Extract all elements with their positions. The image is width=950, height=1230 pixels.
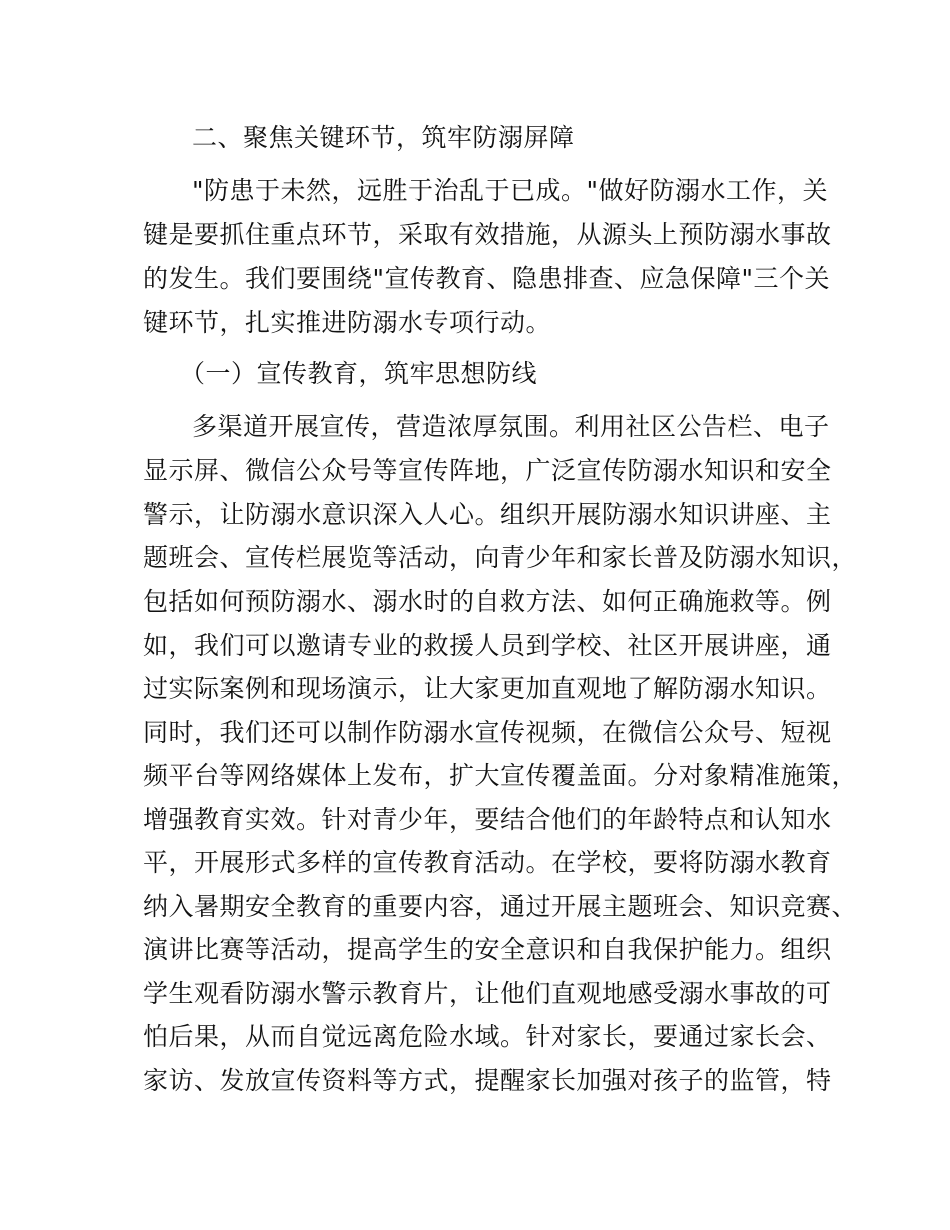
- paragraph-line: 包括如何预防溺水、溺水时的自救方法、如何正确施救等。例: [143, 587, 832, 616]
- section-heading: 二、聚焦关键环节，筑牢防溺屏障: [192, 123, 575, 152]
- paragraph-line: 键是要抓住重点环节，采取有效措施，从源头上预防溺水事故: [143, 220, 832, 249]
- subsection-heading: （一）宣传教育，筑牢思想防线: [180, 359, 538, 388]
- paragraph-line: "防患于未然，远胜于治乱于已成。"做好防溺水工作，关: [192, 176, 829, 205]
- paragraph-line: 键环节，扎实推进防溺水专项行动。: [143, 308, 552, 337]
- paragraph-line: 的发生。我们要围绕"宣传教育、隐患排查、应急保障"三个关: [143, 264, 831, 293]
- paragraph-line: 怕后果，从而自觉远离危险水域。针对家长，要通过家长会、: [143, 1022, 832, 1051]
- paragraph-line: 同时，我们还可以制作防溺水宣传视频，在微信公众号、短视: [143, 718, 832, 747]
- paragraph-line: 演讲比赛等活动，提高学生的安全意识和自我保护能力。组织: [143, 935, 832, 964]
- paragraph-line: 纳入暑期安全教育的重要内容，通过开展主题班会、知识竞赛、: [143, 892, 858, 921]
- paragraph-line: 过实际案例和现场演示，让大家更加直观地了解防溺水知识。: [143, 674, 832, 703]
- paragraph-line: 题班会、宣传栏展览等活动，向青少年和家长普及防溺水知识，: [143, 543, 858, 572]
- paragraph-line: 显示屏、微信公众号等宣传阵地，广泛宣传防溺水知识和安全: [143, 456, 832, 485]
- paragraph-line: 多渠道开展宣传，营造浓厚氛围。利用社区公告栏、电子: [192, 412, 830, 441]
- paragraph-line: 增强教育实效。针对青少年，要结合他们的年龄特点和认知水: [143, 805, 832, 834]
- paragraph-line: 警示，让防溺水意识深入人心。组织开展防溺水知识讲座、主: [143, 500, 832, 529]
- paragraph-line: 频平台等网络媒体上发布，扩大宣传覆盖面。分对象精准施策，: [143, 761, 858, 790]
- paragraph-line: 平，开展形式多样的宣传教育活动。在学校，要将防溺水教育: [143, 848, 832, 877]
- paragraph-line: 学生观看防溺水警示教育片，让他们直观地感受溺水事故的可: [143, 979, 832, 1008]
- paragraph-line: 如，我们可以邀请专业的救援人员到学校、社区开展讲座，通: [143, 631, 832, 660]
- paragraph-line: 家访、发放宣传资料等方式，提醒家长加强对孩子的监管，特: [143, 1066, 832, 1095]
